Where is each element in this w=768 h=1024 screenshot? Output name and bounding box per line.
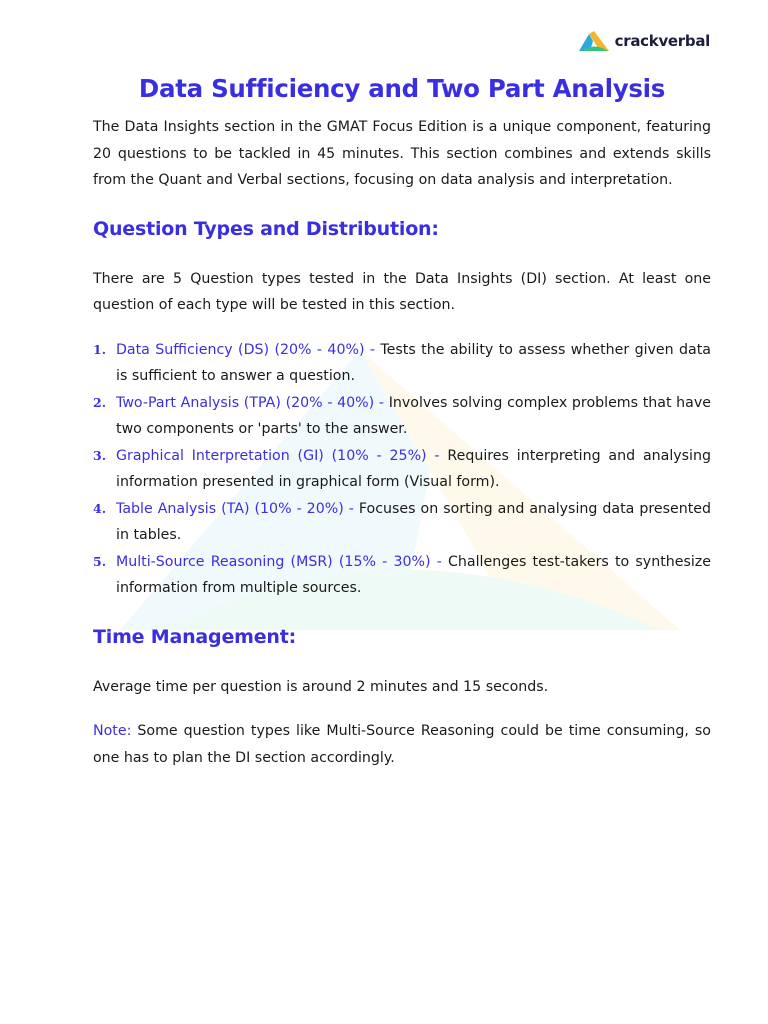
list-item-description: Involves solving complex problems that have two components or 'parts' to the answer. (116, 394, 711, 437)
page-title: Data Sufficiency and Two Part Analysis (138, 74, 666, 103)
list-item-label: Multi-Source Reasoning (MSR) (15% - 30%) - (116, 553, 442, 570)
list-item-number: 5. (93, 553, 107, 569)
list-item-description: Requires interpreting and analysing information presented in graphical form (Visual form). (116, 447, 711, 490)
intro-paragraph: The Data Insights section in the GMAT Focus Edition is a unique component, featuring 20 questions to be tackled in 45 minutes. This section combines and extends skills from the Quant and Verbal sections, focusing on data analysis and interpretation. (93, 119, 711, 188)
question-types-list (93, 337, 711, 602)
list-item (93, 549, 711, 602)
list-item-label: Two-Part Analysis (TPA) (20% - 40%) - (116, 394, 384, 411)
list-item-label: Table Analysis (TA) (10% - 20%) - (116, 500, 354, 517)
crackverbal-logo-icon (578, 30, 610, 52)
list-item (93, 443, 711, 496)
list-item (93, 337, 711, 390)
note-paragraph (93, 718, 711, 771)
list-item-number: 3. (93, 447, 107, 463)
list-item-number: 1. (93, 341, 107, 357)
brand-name: crackverbal (614, 32, 710, 50)
list-item-label: Graphical Interpretation (GI) (10% - 25%) - (116, 447, 440, 464)
document-body (93, 114, 711, 771)
time-management-heading: Time Management: (93, 625, 297, 648)
note-text: Some question types like Multi-Source Reasoning could be time consuming, so one has to plan the DI section accordingly. (93, 723, 711, 766)
time-management-text: Average time per question is around 2 minutes and 15 seconds. (93, 678, 549, 695)
question-types-intro: There are 5 Question types tested in the Data Insights (DI) section. At least one question of each type will be tested in this section. (93, 270, 711, 313)
list-item (93, 390, 711, 443)
list-item-description: Challenges test-takers to synthesize information from multiple sources. (116, 553, 711, 596)
note-label: Note: (93, 723, 132, 739)
list-item-description: Focuses on sorting and analysing data presented in tables. (116, 500, 712, 543)
question-types-heading: Question Types and Distribution: (93, 217, 439, 240)
list-item-label: Data Sufficiency (DS) (20% - 40%) - (116, 341, 376, 358)
list-item-number: 4. (93, 500, 107, 516)
brand-logo (578, 30, 710, 52)
list-item-number: 2. (93, 394, 107, 410)
list-item-description: Tests the ability to assess whether given data is sufficient to answer a question. (116, 341, 711, 384)
list-item (93, 496, 711, 549)
